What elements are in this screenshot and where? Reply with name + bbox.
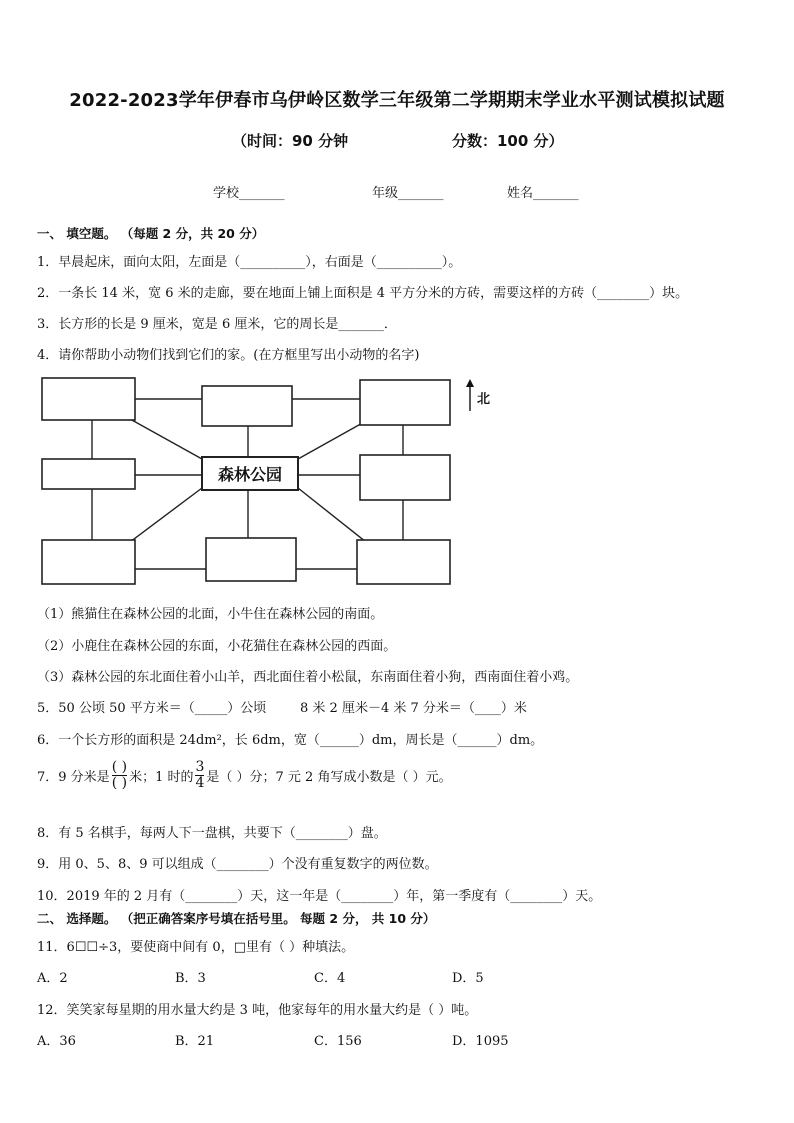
question-7-middle: 米；1 时的 bbox=[129, 770, 194, 785]
question-12: 12．笑笑家每星期的用水量大约是 3 吨，他家每年的用水量大约是（ ）吨。 bbox=[37, 1003, 478, 1018]
answer-box-west bbox=[42, 459, 135, 489]
question-3: 3．长方形的长是 9 厘米，宽是 6 厘米，它的周长是_______． bbox=[37, 317, 397, 332]
fraction-blank-numerator: ( ) bbox=[111, 759, 128, 775]
question-12-option-b[interactable]: B．21 bbox=[175, 1034, 215, 1049]
fraction-three-quarters bbox=[195, 760, 204, 791]
question-7-suffix: 是（ ）分；7 元 2 角写成小数是（ ）元。 bbox=[206, 770, 452, 785]
north-arrow-head-icon bbox=[466, 379, 474, 387]
answer-box-north bbox=[202, 386, 292, 426]
question-1: 1．早晨起床，面向太阳，左面是（__________），右面是（__________）。 bbox=[37, 255, 462, 270]
school-field: 学校_______ bbox=[213, 186, 285, 201]
question-6: 6．一个长方形的面积是 24dm²，长 6dm，宽（______）dm，周长是（______）dm。 bbox=[37, 733, 544, 748]
north-label: 北 bbox=[477, 392, 491, 407]
fraction-blank bbox=[112, 760, 127, 791]
question-5b: 8 米 2 厘米－4 米 7 分米＝（____）米 bbox=[300, 701, 527, 716]
page-title: 2022-2023学年伊春市乌伊岭区数学三年级第二学期期末学业水平测试模拟试题 bbox=[69, 90, 725, 111]
question-10: 10．2019 年的 2 月有（________）天，这一年是（________）年，第一季度有（________）天。 bbox=[37, 889, 602, 904]
name-field: 姓名_______ bbox=[507, 186, 579, 201]
question-8: 8．有 5 名棋手，每两人下一盘棋，共要下（________）盘。 bbox=[37, 826, 387, 841]
answer-box-northwest bbox=[42, 378, 135, 420]
answer-box-southwest bbox=[42, 540, 135, 584]
grade-field: 年级_______ bbox=[372, 186, 444, 201]
section-1-heading: 一、 填空题。 （每题 2 分，共 20 分） bbox=[37, 226, 265, 241]
question-9: 9．用 0、5、8、9 可以组成（________）个没有重复数字的两位数。 bbox=[37, 857, 438, 872]
question-11-option-d[interactable]: D．5 bbox=[452, 971, 484, 986]
answer-box-northeast bbox=[360, 380, 450, 425]
answer-box-east bbox=[360, 455, 450, 500]
forest-park-map bbox=[30, 370, 500, 595]
answer-box-southeast bbox=[357, 540, 450, 584]
fraction-denominator: 4 bbox=[195, 775, 205, 791]
question-12-option-a[interactable]: A．36 bbox=[37, 1034, 76, 1049]
question-4-clue-2: （2）小鹿住在森林公园的东面，小花猫住在森林公园的西面。 bbox=[37, 639, 397, 654]
question-11: 11．6☐☐÷3，要使商中间有 0，□里有（ ）种填法。 bbox=[37, 940, 355, 955]
time-limit: （时间：90 分钟 bbox=[232, 132, 349, 150]
question-11-option-b[interactable]: B．3 bbox=[175, 971, 206, 986]
question-12-option-c[interactable]: C．156 bbox=[314, 1034, 362, 1049]
question-4-clue-3: （3）森林公园的东北面住着小山羊，西北面住着小松鼠，东南面住着小狗，西南面住着小鸡。 bbox=[37, 670, 579, 685]
question-7 bbox=[37, 760, 452, 791]
question-7-prefix: 7．9 分米是 bbox=[37, 770, 110, 785]
answer-box-south bbox=[206, 538, 296, 581]
fraction-numerator: 3 bbox=[195, 759, 205, 775]
fraction-blank-denominator: ( ) bbox=[111, 775, 128, 791]
question-5a: 5．50 公顷 50 平方米＝（_____）公顷 bbox=[37, 701, 267, 716]
question-12-option-d[interactable]: D．1095 bbox=[452, 1034, 509, 1049]
question-4: 4．请你帮助小动物们找到它们的家。(在方框里写出小动物的名字) bbox=[37, 348, 420, 363]
total-score: 分数：100 分） bbox=[452, 132, 564, 150]
question-11-option-c[interactable]: C．4 bbox=[314, 971, 346, 986]
question-2: 2．一条长 14 米，宽 6 米的走廊，要在地面上铺上面积是 4 平方分米的方砖，需要这样的方砖（________）块。 bbox=[37, 286, 689, 301]
question-11-option-a[interactable]: A．2 bbox=[37, 971, 68, 986]
section-2-heading: 二、 选择题。 （把正确答案序号填在括号里。 每题 2 分， 共 10 分） bbox=[37, 911, 436, 926]
forest-park-label: 森林公园 bbox=[217, 465, 283, 484]
question-4-clue-1: （1）熊猫住在森林公园的北面，小牛住在森林公园的南面。 bbox=[37, 607, 384, 622]
